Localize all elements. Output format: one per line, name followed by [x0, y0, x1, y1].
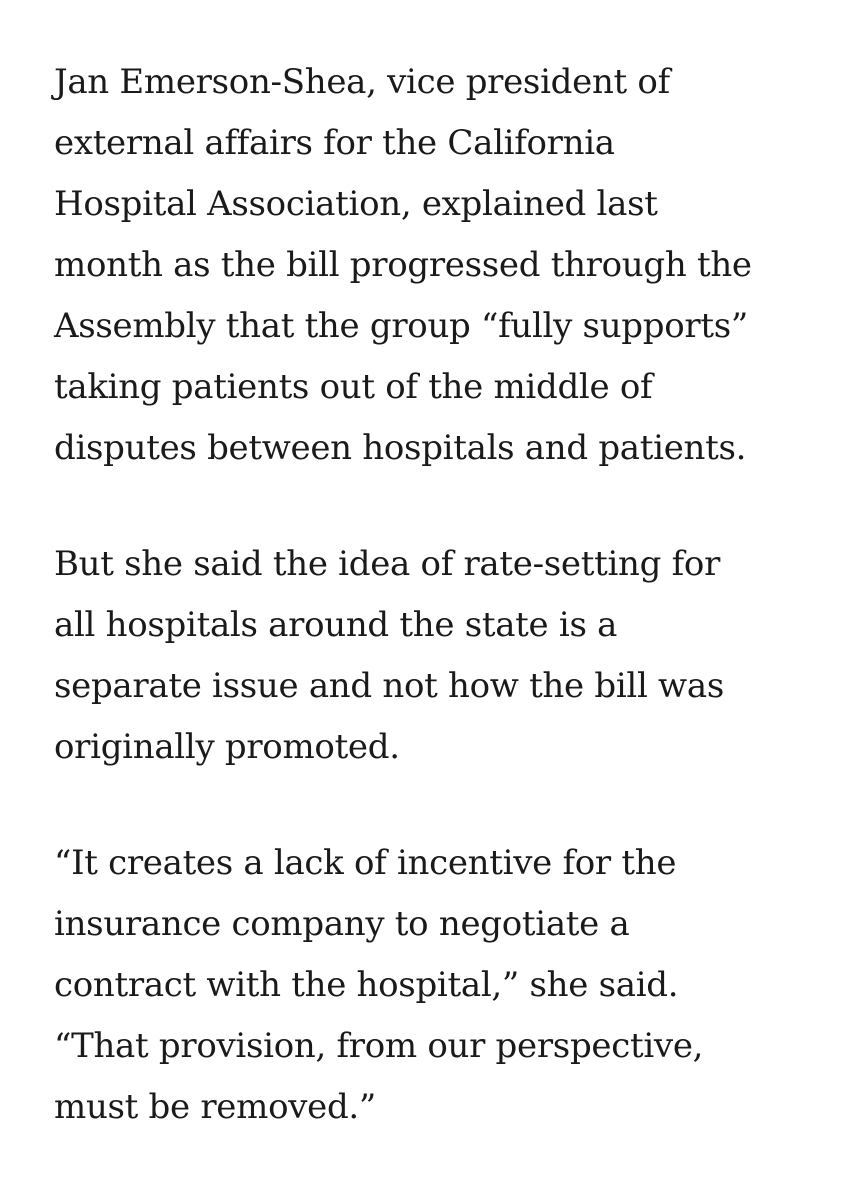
- paragraph-3: [54, 833, 834, 1138]
- text-line: insurance company to negotiate a: [54, 904, 630, 944]
- text-line: must be removed.”: [54, 1087, 377, 1127]
- text-line: Hospital Association, explained last: [54, 184, 658, 224]
- paragraph-2: [54, 534, 834, 778]
- text-line: month as the bill progressed through the: [54, 245, 752, 285]
- text-line: “It creates a lack of incentive for the: [54, 843, 677, 883]
- text-line: originally promoted.: [54, 727, 400, 767]
- article-body: [54, 52, 834, 1138]
- text-line: Jan Emerson-Shea, vice president of: [54, 62, 670, 102]
- text-line: But she said the idea of rate-setting for: [54, 544, 721, 584]
- text-line: separate issue and not how the bill was: [54, 666, 724, 706]
- text-line: Assembly that the group “fully supports”: [54, 306, 748, 346]
- paragraph-1: [54, 52, 834, 479]
- text-line: all hospitals around the state is a: [54, 605, 618, 645]
- text-line: “That provision, from our perspective,: [54, 1026, 704, 1066]
- text-line: external affairs for the California: [54, 123, 615, 163]
- text-line: disputes between hospitals and patients.: [54, 428, 747, 468]
- text-line: contract with the hospital,” she said.: [54, 965, 679, 1005]
- text-line: taking patients out of the middle of: [54, 367, 653, 407]
